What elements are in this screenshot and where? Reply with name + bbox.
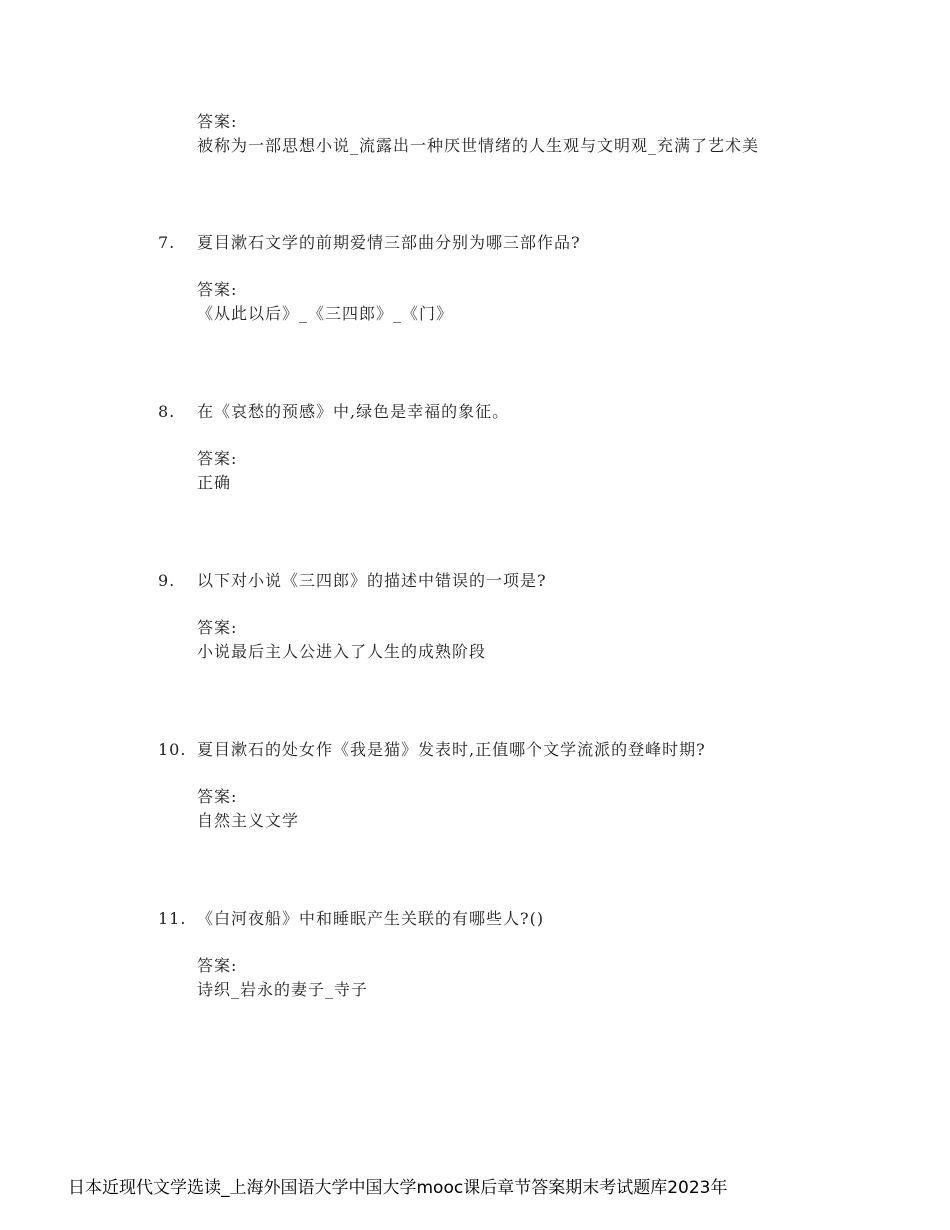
question-number: 8. [158, 402, 176, 421]
question-10 [158, 738, 858, 833]
question-text: 在《哀愁的预感》中,绿色是幸福的象征。 [197, 402, 510, 421]
answer-text: 正确 [197, 473, 232, 492]
answer-text: 被称为一部思想小说_流露出一种厌世情绪的人生观与文明观_充满了艺术美 [197, 136, 760, 155]
question-text: 夏目漱石的处女作《我是猫》发表时,正值哪个文学流派的登峰时期? [197, 740, 706, 759]
question-line [158, 738, 858, 762]
answer-label: 答案: [197, 112, 238, 131]
question-text: 以下对小说《三四郎》的描述中错误的一项是? [197, 571, 547, 590]
question-answer [197, 278, 858, 326]
question-answer [197, 785, 858, 833]
answer-label: 答案: [197, 449, 238, 468]
question-number: 11. [158, 909, 187, 928]
question-number: 10. [158, 740, 187, 759]
answer-label: 答案: [197, 618, 238, 637]
question-answer [197, 447, 858, 495]
question-11 [158, 907, 858, 1002]
answer-label: 答案: [197, 280, 238, 299]
question-answer [197, 616, 858, 664]
question-7 [158, 231, 858, 326]
question-line [158, 231, 858, 255]
answer-text: 自然主义文学 [197, 811, 300, 830]
question-line [158, 907, 858, 931]
answer-label: 答案: [197, 956, 238, 975]
answer-text: 诗织_岩永的妻子_寺子 [197, 980, 369, 999]
answer-label: 答案: [197, 787, 238, 806]
question-line [158, 400, 858, 424]
answer-text: 小说最后主人公进入了人生的成熟阶段 [197, 642, 487, 661]
answer-text: 《从此以后》_《三四郎》_《门》 [197, 304, 454, 323]
question-number: 9. [158, 571, 176, 590]
question-8 [158, 400, 858, 495]
document-footer-title: 日本近现代文学选读_上海外国语大学中国大学mooc课后章节答案期末考试题库2023年 [68, 1178, 728, 1198]
question-text: 《白河夜船》中和睡眠产生关联的有哪些人?() [197, 909, 545, 928]
intro-answer [197, 110, 759, 158]
question-number: 7. [158, 233, 176, 252]
question-9 [158, 569, 858, 664]
question-line [158, 569, 858, 593]
question-answer [197, 954, 858, 1002]
question-text: 夏目漱石文学的前期爱情三部曲分别为哪三部作品? [197, 233, 581, 252]
